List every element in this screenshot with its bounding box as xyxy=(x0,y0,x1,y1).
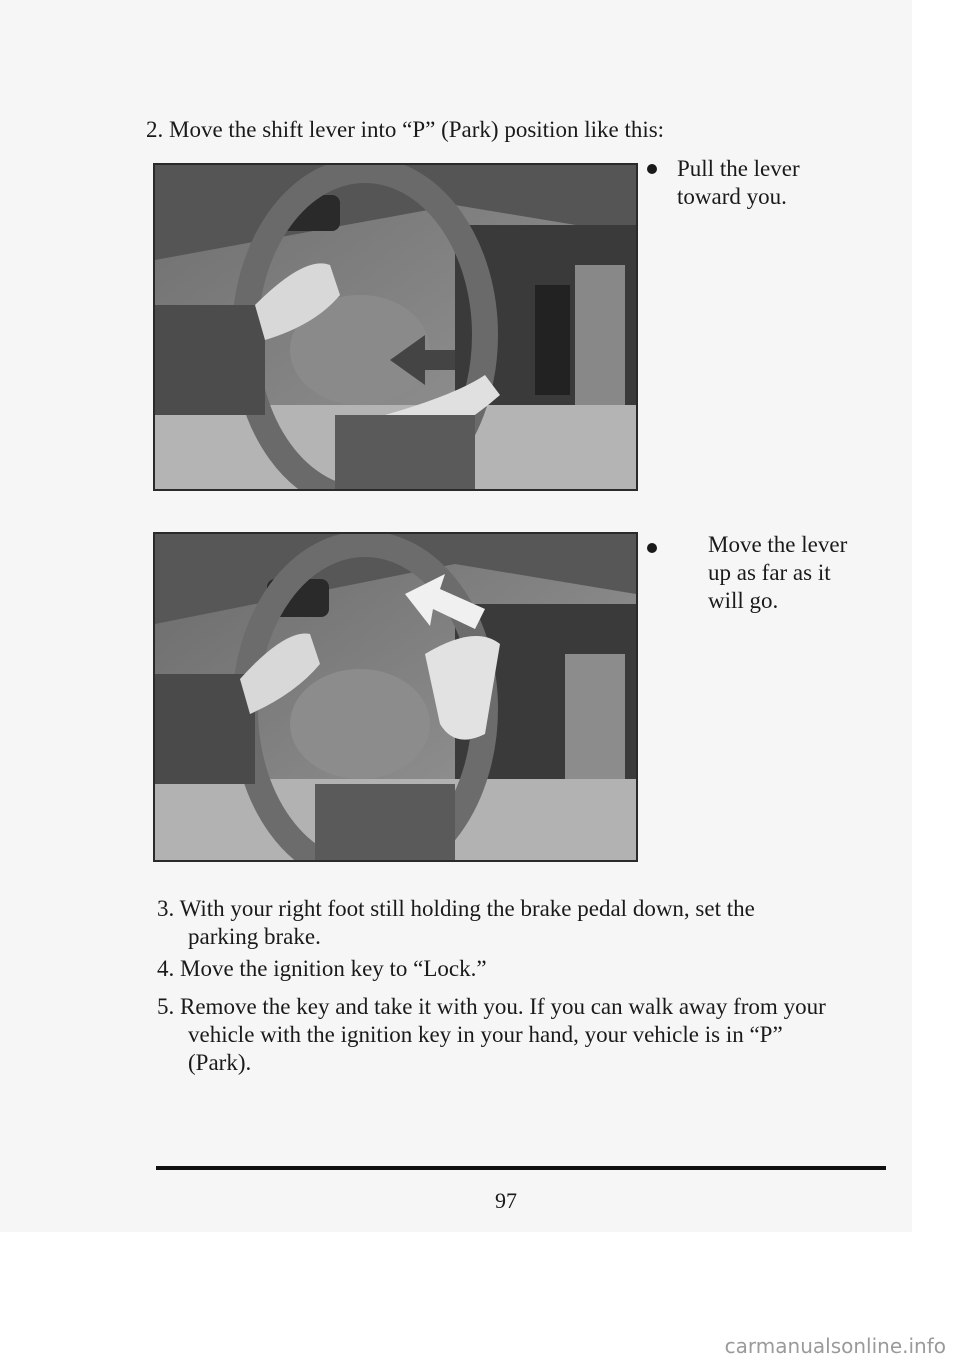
step-4-text: 4. Move the ignition key to “Lock.” xyxy=(157,956,487,981)
watermark: carmanualsonline.info xyxy=(724,1334,946,1358)
footer-rule xyxy=(156,1166,886,1170)
step-5-text-cont2: (Park). xyxy=(188,1050,252,1075)
step-5-text-cont: vehicle with the ignition key in your hand, your vehicle is in “P” xyxy=(188,1022,783,1047)
step-3-text-cont: parking brake. xyxy=(188,924,321,949)
photo-lever-up xyxy=(153,532,638,862)
step-3-text: 3. With your right foot still holding the brake pedal down, set the xyxy=(157,896,755,921)
bullet-dot xyxy=(647,164,657,174)
bullet-dot xyxy=(647,543,657,553)
bullet-pull-lever: Pull the lever toward you. xyxy=(677,156,800,209)
step-5-text: 5. Remove the key and take it with you. If you can walk away from your xyxy=(157,994,826,1019)
bullet-lever-up: Move the lever up as far as it will go. xyxy=(708,532,848,613)
photo-pull-lever xyxy=(153,163,638,491)
page-number: 97 xyxy=(495,1188,517,1213)
step-2-text: 2. Move the shift lever into “P” (Park) position like this: xyxy=(146,117,665,142)
